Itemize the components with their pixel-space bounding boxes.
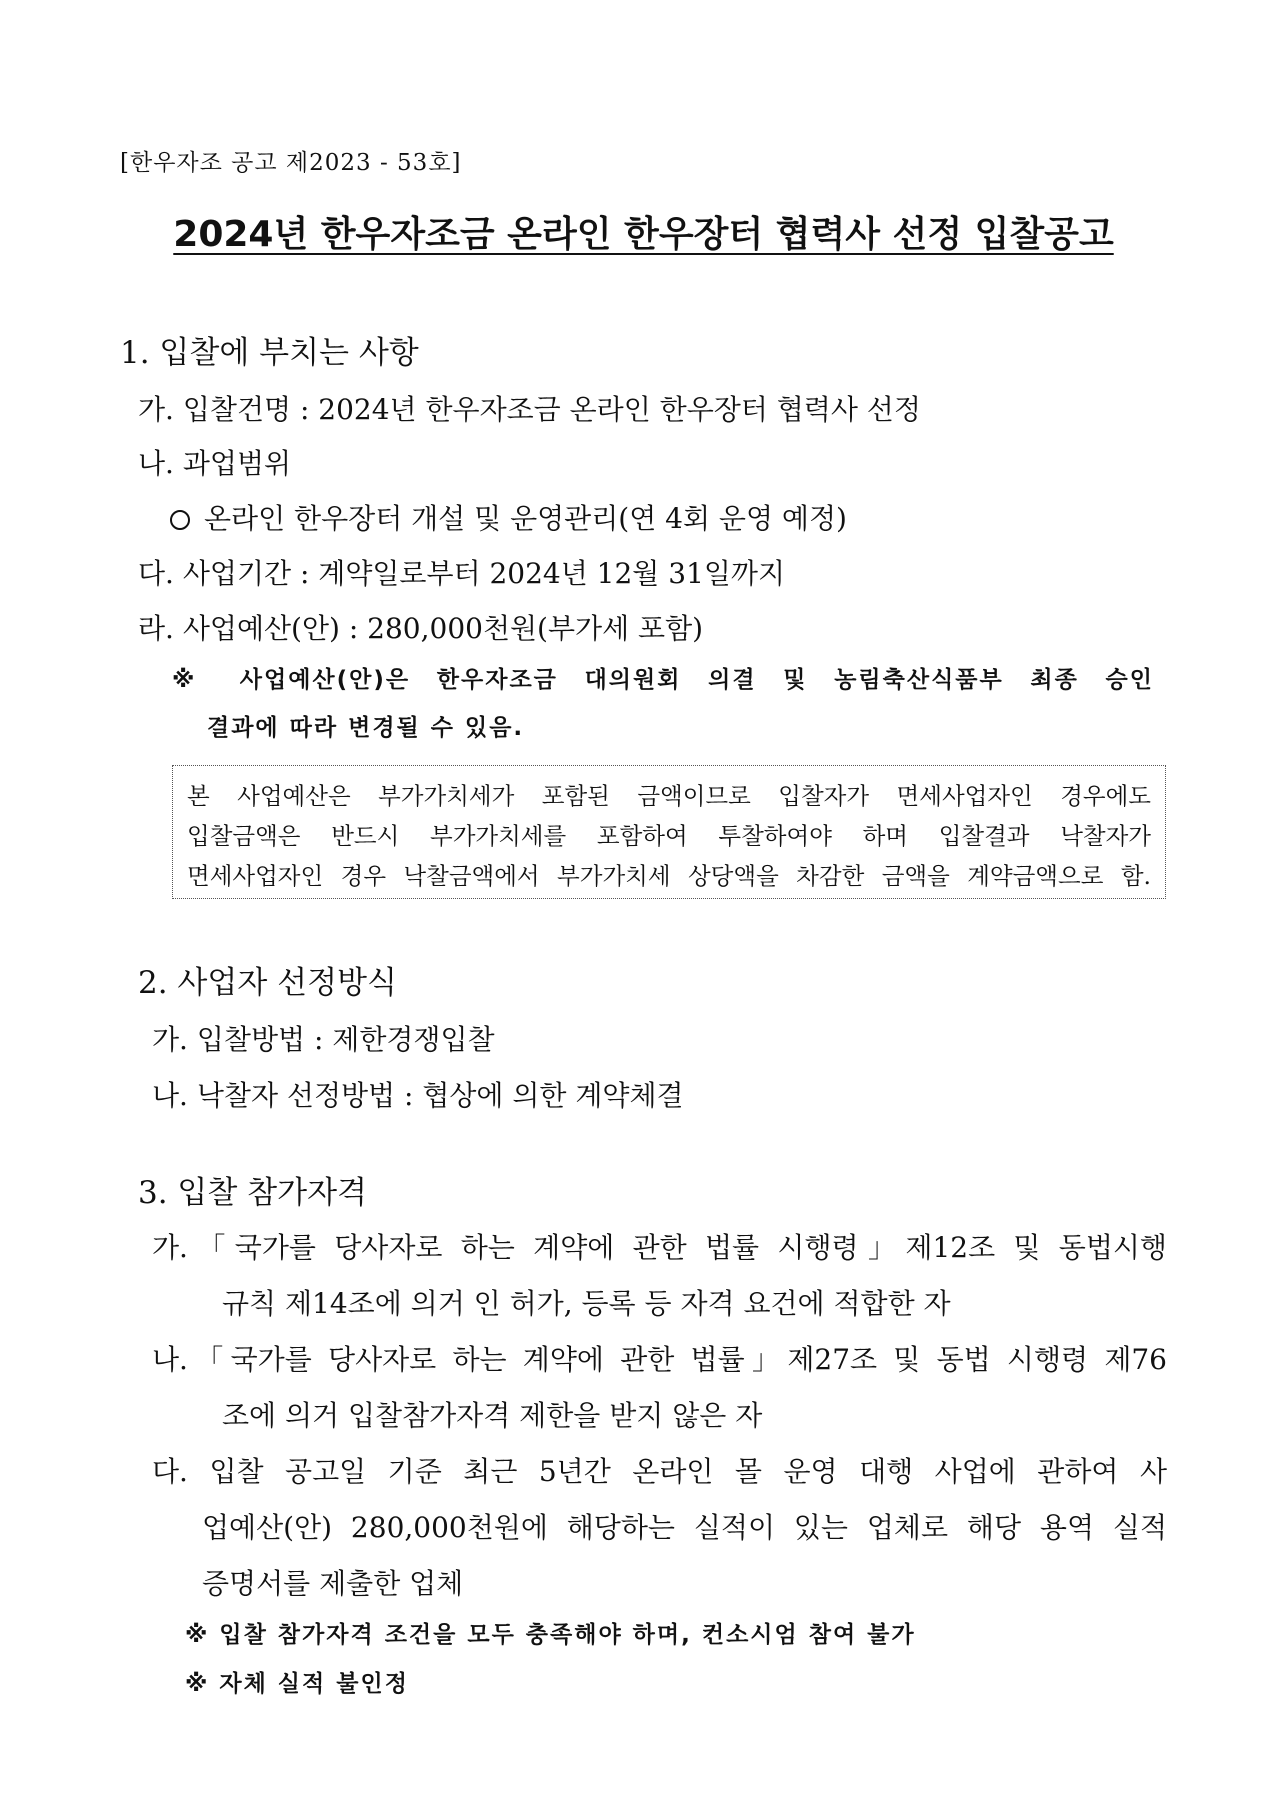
section3-item-ga-line1: 가.「국가를 당사자로 하는 계약에 관한 법률 시행령」제12조 및 동법시행 <box>152 1231 1167 1264</box>
document-title: 2024년 한우자조금 온라인 한우장터 협력사 선정 입찰공고 <box>173 214 1114 255</box>
section2-heading: 2. 사업자 선정방식 <box>138 965 397 1001</box>
section3-item-da-line3: 증명서를 제출한 업체 <box>202 1567 464 1600</box>
budget-note-line2: 결과에 따라 변경될 수 있음. <box>207 715 525 741</box>
circle-bullet-icon <box>170 510 190 530</box>
vat-notice-line: 본 사업예산은 부가가치세가 포함된 금액이므로 입찰자가 면세사업자인 경우에도 <box>187 782 1151 810</box>
section1-item-ra: 라. 사업예산(안) : 280,000천원(부가세 포함) <box>138 612 704 645</box>
notice-number: [한우자조 공고 제2023 - 53호] <box>120 150 462 176</box>
budget-note-line1: ※ 사업예산(안)은 한우자조금 대의원회 의결 및 농림축산식품부 최종 승인 <box>172 667 1154 693</box>
section1-item-na-sub-line <box>170 502 847 536</box>
vat-notice-line: 입찰금액은 반드시 부가가치세를 포함하여 투찰하여야 하며 입찰결과 낙찰자가 <box>187 822 1152 850</box>
section1-item-da: 다. 사업기간 : 계약일로부터 2024년 12월 31일까지 <box>138 557 786 590</box>
section1-heading: 1. 입찰에 부치는 사항 <box>120 335 419 371</box>
section3-item-na-line1: 나.「국가를 당사자로 하는 계약에 관한 법률」제27조 및 동법 시행령 제76 <box>152 1343 1167 1376</box>
section3-heading: 3. 입찰 참가자격 <box>138 1175 367 1211</box>
section2-item-na: 나. 낙찰자 선정방법 : 협상에 의한 계약체결 <box>152 1079 684 1112</box>
vat-notice-line: 면세사업자인 경우 낙찰금액에서 부가가치세 상당액을 차감한 금액을 계약금액으로 함. <box>187 862 1151 890</box>
section3-item-da-line2: 업예산(안) 280,000천원에 해당하는 실적이 있는 업체로 해당 용역 실적 <box>202 1511 1167 1544</box>
section3-item-na-line2: 조에 의거 입찰참가자격 제한을 받지 않은 자 <box>222 1399 763 1432</box>
section3-item-ga-line2: 규칙 제14조에 의거 인 허가, 등록 등 자격 요건에 적합한 자 <box>222 1287 951 1320</box>
section1-item-na-sub: 온라인 한우장터 개설 및 운영관리(연 4회 운영 예정) <box>204 502 847 535</box>
eligibility-note1: ※ 입찰 참가자격 조건을 모두 충족해야 하며, 컨소시엄 참여 불가 <box>185 1622 916 1648</box>
vat-notice-box <box>172 765 1166 899</box>
eligibility-note2: ※ 자체 실적 불인정 <box>185 1671 409 1697</box>
section1-item-na: 나. 과업범위 <box>138 447 292 480</box>
section3-item-da-line1: 다. 입찰 공고일 기준 최근 5년간 온라인 몰 운영 대행 사업에 관하여 사 <box>152 1455 1167 1488</box>
section1-item-ga: 가. 입찰건명 : 2024년 한우자조금 온라인 한우장터 협력사 선정 <box>138 393 921 426</box>
section2-item-ga: 가. 입찰방법 : 제한경쟁입찰 <box>152 1023 495 1056</box>
